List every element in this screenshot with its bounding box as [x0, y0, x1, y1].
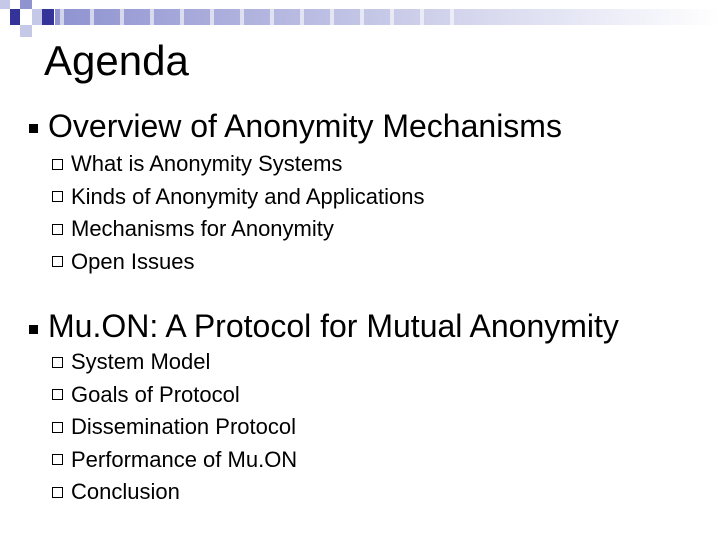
list-item-label: Mechanisms for Anonymity	[71, 216, 334, 242]
list-item	[52, 148, 424, 181]
list-item	[52, 181, 424, 214]
subitem-list	[52, 346, 297, 509]
checkbox-bullet-icon	[52, 159, 63, 170]
bullet-square-icon	[29, 325, 38, 334]
list-item-label: Conclusion	[71, 479, 180, 505]
list-item	[52, 476, 297, 509]
list-item-label: Open Issues	[71, 248, 195, 274]
list-item-label: What is Anonymity Systems	[71, 151, 343, 177]
checkbox-bullet-icon	[52, 191, 63, 202]
checkbox-bullet-icon	[52, 454, 63, 465]
list-item	[52, 246, 424, 279]
list-item-label: Dissemination Protocol	[71, 414, 296, 440]
checkbox-bullet-icon	[52, 256, 63, 267]
list-item	[52, 346, 297, 379]
list-item-label: Performance of Mu.ON	[71, 446, 298, 472]
list-item-label: Goals of Protocol	[71, 381, 240, 407]
slide-title: Agenda	[44, 37, 189, 84]
checkbox-bullet-icon	[52, 357, 63, 368]
list-item	[52, 379, 297, 412]
list-item	[52, 444, 297, 477]
section-heading: Overview of Anonymity Mechanisms	[48, 108, 562, 144]
bullet-square-icon	[29, 124, 38, 133]
checkbox-bullet-icon	[52, 389, 63, 400]
checkbox-bullet-icon	[52, 487, 63, 498]
subitem-list	[52, 148, 424, 278]
list-item	[52, 213, 424, 246]
list-item	[52, 411, 297, 444]
list-item-label: Kinds of Anonymity and Applications	[71, 183, 425, 209]
checkbox-bullet-icon	[52, 422, 63, 433]
section-heading: Mu.ON: A Protocol for Mutual Anonymity	[48, 308, 619, 344]
list-item-label: System Model	[71, 349, 211, 375]
checkbox-bullet-icon	[52, 224, 63, 235]
